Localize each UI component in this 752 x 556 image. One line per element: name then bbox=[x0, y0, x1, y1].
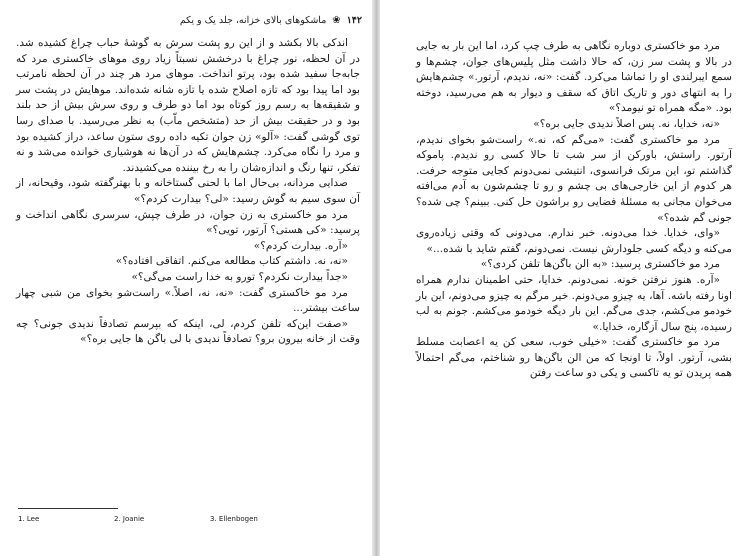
paragraph: مرد مو خاکستری گفت: «نه، نه، اصلاً.» راست‌شو بخوای من شبی چهار ساعت بیشتر... bbox=[16, 286, 360, 315]
left-page-body bbox=[16, 36, 360, 348]
footnotes bbox=[18, 508, 358, 523]
paragraph: مرد مو خاکستری پرسید: «به الن باگن‌ها تلفن کردی؟» bbox=[480, 258, 720, 271]
left-page bbox=[0, 0, 372, 556]
paragraph: «نه، خدایا، نه. پس اصلاً ندیدی جایی بره؟» bbox=[533, 117, 720, 130]
flower-ornament-icon: ❀ bbox=[332, 14, 341, 26]
paragraph: اندکی بالا بکشد و از این رو پشت سرش به گوشهٔ حباب چراغ کشیده شد. در آن لحظه، نور چراغ با درخشش نسبتاً زیاد روی موهای خاکستری مرد که جابه‌جا سفید شده بود، پرتو انداخت. موهای مرد هر چند در آن لحظه نامرتب بود اما پیدا بود که تازه اصلاح شده یا تازه شانه شده‌اند. موهایش در پشت سر و شقیقه‌ها به رسم روز کوتاه بود اما دو طرف و روی سرش بیش از حد بلند بود و در حقیقت بیش از حد (متشخص ماّب) به نظر می‌رسید. با صدای رسا توی گوشی گفت: «آلو» زن جوان تکیه داده روی ستون ساعد، دراز کشیده بود و مرد را نگاه می‌کرد. چشم‌هایش که در آن‌ها نه هوشیاری خوانده می‌شد و نه تفکر، تنها رنگ و اندازه‌شان را به رخ بیننده می‌کشیدند. bbox=[16, 37, 360, 174]
paragraph: مرد مو خاکستری دوباره نگاهی به طرف چپ کرد، اما این بار به جایی در بالا و پشت سر زن، که حالا داشت مثل پلیس‌های جوان، چشم‌ها و سمع ایبرلندی او را تماشا می‌کرد. گفت: «نه، ندیدم، آرتور.» چشم‌هایش را به انتهای دور و تاریک اتاق که سقف و دیوار به هم می‌رسید، دوخته بود. «مگه همراه تو نیومد؟» bbox=[416, 40, 732, 115]
paragraph: «وای، خدایا. خدا می‌دونه. خبر ندارم. می‌دونی که وقتی زیاده‌روی می‌کنه و دیگه کسی جلودارش نیست. نمی‌دونم، گفتم شاید با شده...» bbox=[416, 227, 732, 255]
footnote: 2. Joanie bbox=[114, 515, 145, 523]
right-page bbox=[380, 0, 752, 556]
page-header bbox=[14, 12, 362, 28]
footnote: 1. Lee bbox=[18, 515, 40, 523]
footnote-rule bbox=[18, 508, 118, 509]
paragraph: «آره. بیدارت کردم؟» bbox=[253, 239, 348, 252]
paragraph: مرد مو خاکستری به زن جوان، در طرف چپش، سرسری نگاهی انداخت و پرسید: «کی هستی؟ آرتور، تویی؟» bbox=[16, 208, 360, 237]
paragraph: مرد مو خاکستری گفت: «خیلی خوب، سعی کن یه اعصابت مسلط بشی، آرتور. اولاً، تا اونجا که من الن باگن‌ها رو شناختم، می‌گم احتمالاً همه پریدن تو یه تاکسی و یکی دو ساعت رفتن bbox=[416, 336, 732, 380]
paragraph: «آره. هنوز نرفتن خونه. نمی‌دونم. خدایا، حتی اطمینان ندارم همراه اونا رفته باشه. آها، یه چیزو می‌دونم. خیر مرگم به چیزو می‌دونم، این بار خودمو می‌کشم، جدی می‌گم. این بار دیگه خودمو می‌کشم. جونم به لب رسیده، پنج سال آزگاره، خدایا.» bbox=[416, 273, 732, 333]
page-number: ۱۴۲ bbox=[346, 14, 362, 26]
paragraph: «جداً بیدارت نکردم؟ تورو به خدا راست می‌گی؟» bbox=[131, 270, 348, 283]
footnote: 3. Ellenbogen bbox=[210, 515, 258, 523]
paragraph: مرد مو خاکستری گفت: «می‌گم که، نه.» راست‌شو بخوای ندیدم، آرتور. راستش، باورکن از سر شب تا حالا کسی رو ندیدم. پاموکه گذاشتم تو، این مرتک فرانسوی، انتیشی نمی‌دونم کجایی متوجه حرفت. هر کدوم از این خارجی‌های بی چشم و رو تا چشم‌شون به آدم می‌افته می‌خوان مجانی به مسئلهٔ فضایی رو براشون حل کنی. ببینم؟ چی شده؟ جونی گم شده؟» bbox=[416, 133, 732, 224]
right-page-body bbox=[416, 39, 732, 382]
book-gutter bbox=[372, 0, 380, 556]
running-title: ماشکوهای بالای خزانه، جلد یک و یکم bbox=[179, 14, 327, 26]
paragraph: صدایی مردانه، بی‌حال اما با لحنی گستاخانه و با بهترگفته شود، وقیحانه، از آن سوی سیم به گوش رسید: «لی؟ بیدارت کردم؟» bbox=[16, 177, 360, 205]
paragraph: «صفت این‌که تلفن کردم، لی، اینکه که بپرسم تصادفاً ندیدی جونی؟ چه وقت از خانه بیرون برو؟ تصادفاً ندیدی با لی باگن ها جایی بره؟» bbox=[16, 317, 360, 346]
paragraph: «نه، نه. داشتم کتاب مطالعه می‌کنم. اتفاقی افتاده؟» bbox=[115, 255, 348, 268]
